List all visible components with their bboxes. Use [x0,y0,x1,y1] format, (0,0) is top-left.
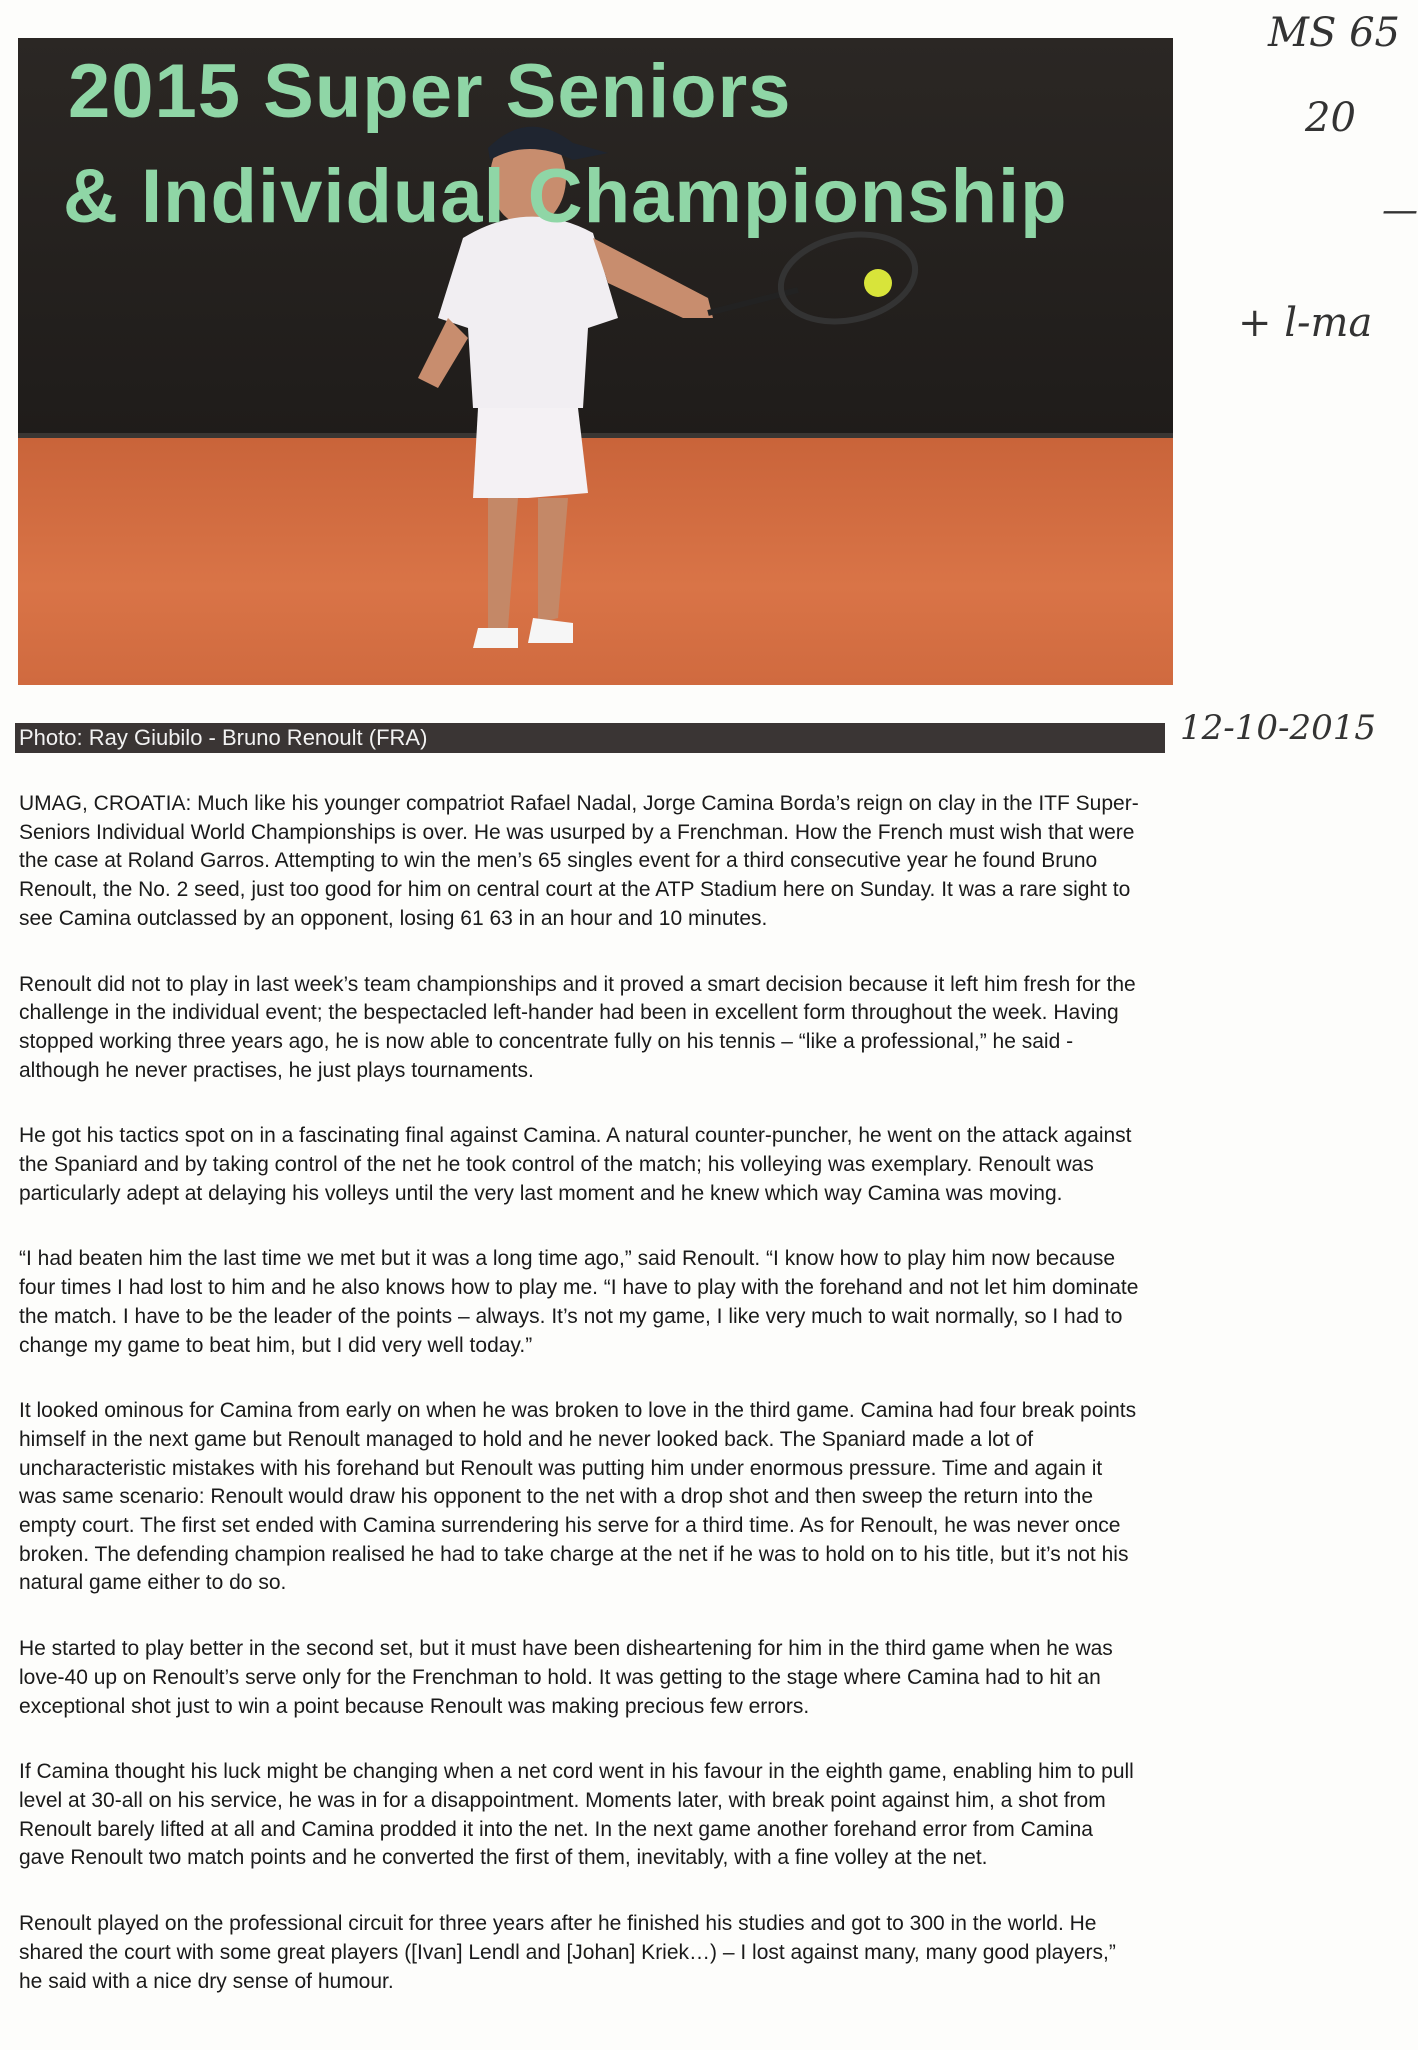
paragraph-line: was same scenario: Renoult would draw his opponent to the net with a drop shot and then sweep the return into the [19,1485,1093,1509]
article-paragraph [19,1635,1389,1721]
paragraph-line: exceptional shot just to win a point because Renoult was making precious few errors. [19,1694,810,1718]
paragraph-line: four times I had lost to him and he also knows how to play me. “I have to play with the forehand and not let him dominate [19,1276,1139,1300]
paragraph-line: broken. The defending champion realised he had to take charge at the net if he was to hold on to his title, but it’s not his [19,1542,1129,1566]
paragraph-line: UMAG, CROATIA: Much like his younger compatriot Rafael Nadal, Jorge Camina Borda’s reign on clay in the ITF Super- [19,792,1139,815]
paragraph-line: “I had beaten him the last time we met but it was a long time ago,” said Renoult. “I know how to play him now because [19,1247,1116,1271]
article-photo [18,38,1173,685]
paragraph-line: the match. I have to be the leader of the points – always. It’s not my game, I like very much to wait normally, so I had to [19,1304,1123,1328]
paragraph-line: particularly adept at delaying his volleys until the very last moment and he knew which way Camina was moving. [19,1181,1063,1205]
article-paragraph [19,971,1389,1086]
article-paragraph [19,1397,1389,1598]
paragraph-line: although he never practises, he just plays tournaments. [19,1058,534,1082]
paragraph-line: uncharacteristic mistakes with his forehand but Renoult was putting him under enormous pressure. Time and again it [19,1456,1103,1480]
handwritten-note-dash: — [1382,190,1418,231]
banner-text-line2: & Individual Championship [63,154,1068,239]
paragraph-line: level at 30-all on his service, he was in for a disappointment. Moments later, with break point against him, a shot from [19,1788,1106,1812]
paragraph-line: It looked ominous for Camina from early on when he was broken to love in the third game. Camina had four break points [19,1399,1137,1423]
article-paragraph [19,1910,1389,1996]
paragraph-line: empty court. The first set ended with Camina surrendering his serve for a third time. As for Renoult, he was never once [19,1514,1121,1538]
paragraph-line: Renoult played on the professional circuit for three years after he finished his studies and got to 300 in the world. He [19,1912,1097,1936]
paragraph-line: the Spaniard and by taking control of the net he took control of the match; his volleying was exemplary. Renoult was [19,1153,1094,1177]
paragraph-line: challenge in the individual event; the bespectacled left-hander had been in excellent form throughout the week. Having [19,1001,1119,1025]
paragraph-line: gave Renoult two match points and he converted the first of them, inevitably, with a fine volley at the net. [19,1846,988,1870]
paragraph-line: Seniors Individual World Championships is over. He was usurped by a Frenchman. How the French must wish that were [19,820,1135,844]
article-paragraph [19,1758,1389,1873]
paragraph-line: stopped working three years ago, he is now able to concentrate fully on his tennis – “like a professional,” he said - [19,1029,1074,1053]
handwritten-note-ms65: MS 65 [1268,10,1400,56]
article-body [19,790,1389,2033]
paragraph-line: see Camina outclassed by an opponent, losing 61 63 in an hour and 10 minutes. [19,906,768,930]
handwritten-note-20: 20 [1305,95,1356,141]
paragraph-line: natural game either to do so. [19,1571,287,1595]
article-paragraph [19,790,1389,934]
paragraph-line: Renoult, the No. 2 seed, just too good for him on central court at the ATP Stadium here on Sunday. It was a rare sight to [19,878,1131,902]
handwritten-date: 12-10-2015 [1180,708,1377,748]
article-paragraph [19,1245,1389,1360]
paragraph-line: change my game to beat him, but I did very well today.” [19,1333,533,1357]
paragraph-line: shared the court with some great players ([Ivan] Lendl and [Johan] Kriek…) – I lost against many, many good players,” [19,1940,1116,1964]
paragraph-line: He started to play better in the second set, but it must have been disheartening for him in the third game when he was [19,1637,1113,1661]
paragraph-line: Renoult did not to play in last week’s team championships and it proved a smart decision because it left him fresh for the [19,972,1136,996]
handwritten-note-email: + l-ma [1238,300,1373,346]
banner-text-line1: 2015 Super Seniors [68,49,792,134]
paragraph-line: the case at Roland Garros. Attempting to win the men’s 65 singles event for a third consecutive year he found Bruno [19,849,1098,873]
paragraph-line: If Camina thought his luck might be changing when a net cord went in his favour in the eighth game, enabling him to pull [19,1760,1134,1784]
paragraph-line: He got his tactics spot on in a fascinating final against Camina. A natural counter-puncher, he went on the attack against [19,1124,1132,1148]
article-paragraph [19,1122,1389,1208]
paragraph-line: Renoult barely lifted at all and Camina prodded it into the net. In the next game another forehand error from Camina [19,1817,1093,1841]
paragraph-line: love-40 up on Renoult’s serve only for the Frenchman to hold. It was getting to the stage where Camina had to hit an [19,1665,1101,1689]
paragraph-line: himself in the next game but Renoult managed to hold and he never looked back. The Spaniard made a lot of [19,1427,1034,1451]
paragraph-line: he said with a nice dry sense of humour. [19,1969,394,1993]
photo-caption: Photo: Ray Giubilo - Bruno Renoult (FRA) [15,723,1165,753]
